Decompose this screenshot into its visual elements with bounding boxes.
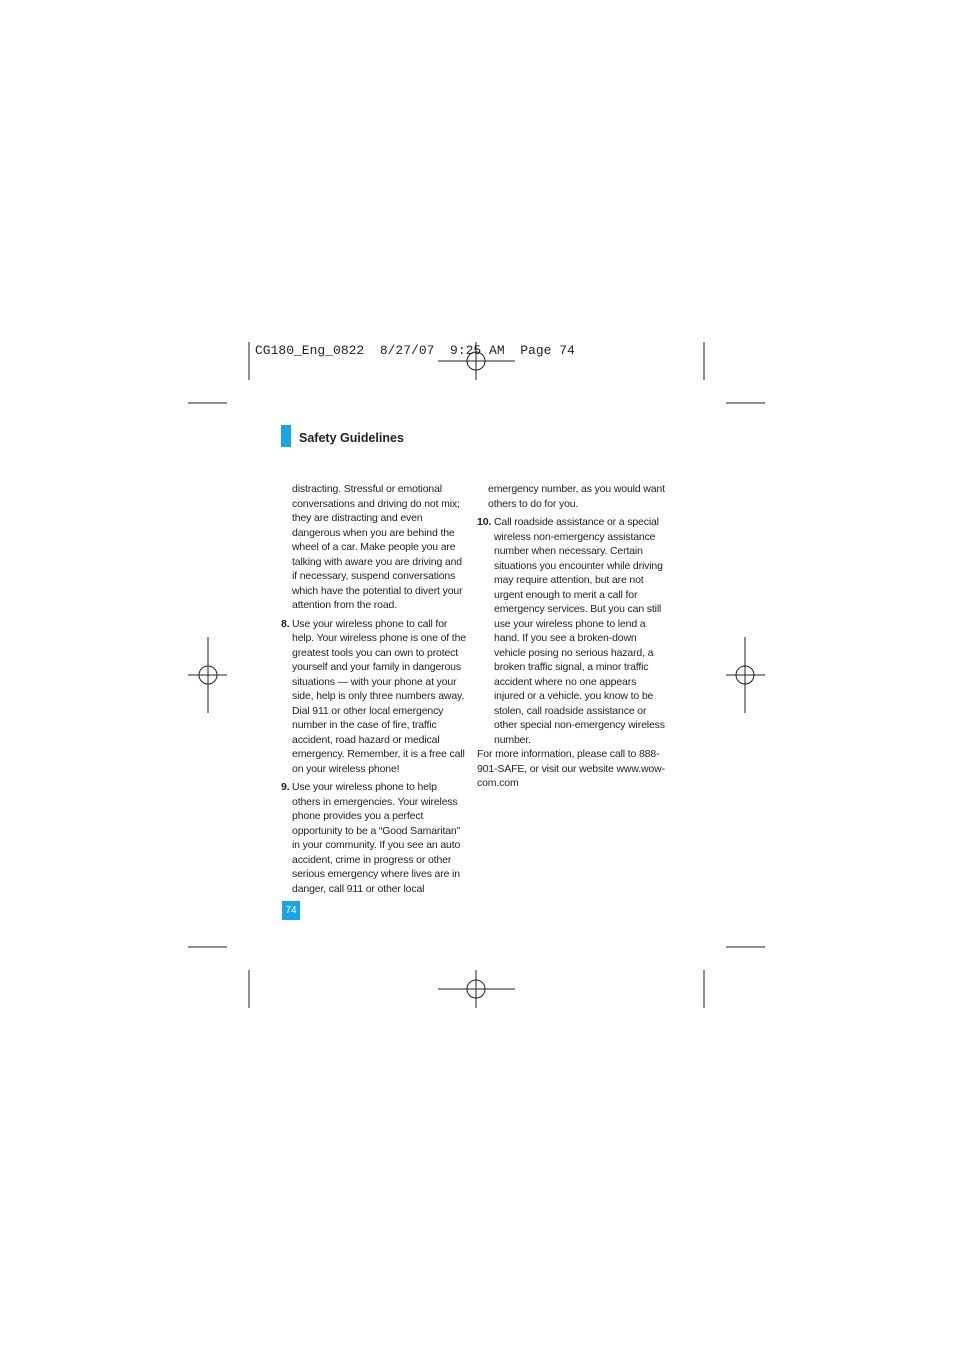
list-item	[281, 617, 467, 777]
page-number: 74	[282, 901, 300, 920]
item-number: 9.	[281, 781, 290, 793]
header-accent-bar	[281, 425, 291, 447]
list-item	[281, 780, 467, 896]
more-info-text: For more information, please call to 888-901-SAFE, or visit our website www.wow-com.com	[477, 748, 665, 789]
item-number: 8.	[281, 617, 290, 630]
item-text: Use your wireless phone to call for help. Your wireless phone is one of the greatest tools you can own to protect yourself and your family in dangerous situations — with your phone at your side, help is only three numbers away. Dial 911 or other local emergency number in the case of fire, traffic accident, road hazard or medical emergency. Remember, it is a free call on your wireless phone!	[292, 617, 466, 775]
left-column	[281, 482, 467, 896]
continuation-text: emergency number, as you would want others to do for you.	[488, 483, 665, 510]
section-title: Safety Guidelines	[299, 431, 404, 445]
print-slug: CG180_Eng_0822 8/27/07 9:25 AM Page 74	[255, 343, 575, 358]
item-text: Call roadside assistance or a special wireless non-emergency assistance number when necessary. Certain situations you encounter while driving may require attention, but are not urgent enough to merit a call for emergency services. But you can still use your wireless phone to lend a hand. If you see a broken-down vehicle posing no serious hazard, a broken traffic signal, a minor traffic accident where no one appears injured or a vehicle. you know to be stolen, call roadside assistance or other special non-emergency wireless number.	[494, 516, 665, 746]
right-column	[477, 482, 667, 791]
item-number: 10.	[477, 516, 492, 528]
list-item	[477, 515, 667, 747]
item-text: Use your wireless phone to help others in emergencies. Your wireless phone provides you a perfect opportunity to be a “Good Samaritan” in your community. If you see an auto accident, crime in progress or other serious emergency where lives are in danger, call 911 or other local	[292, 781, 461, 895]
continuation-text: distracting. Stressful or emotional conversations and driving do not mix; they are distracting and even dangerous when you are behind the wheel of a car. Make people you are talking with aware you are driving and if necessary, suspend conversations which have the potential to divert your attention from the road.	[292, 483, 463, 611]
